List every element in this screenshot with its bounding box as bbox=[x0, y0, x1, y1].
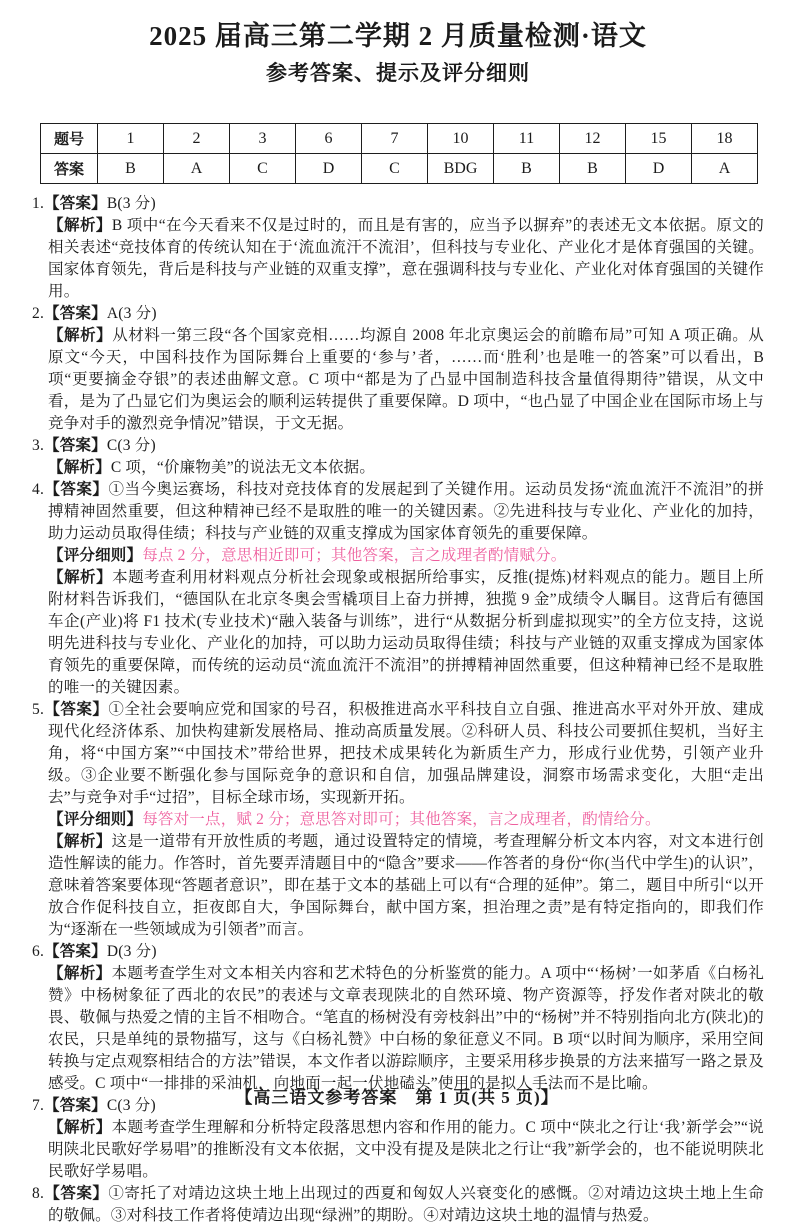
page-subtitle: 参考答案、提示及评分细则 bbox=[266, 61, 530, 85]
question-number-cell: 6 bbox=[296, 124, 362, 154]
question-number-cell: 15 bbox=[626, 124, 692, 154]
item-text: A(3 分) bbox=[106, 305, 157, 322]
item-answer-line bbox=[32, 193, 764, 215]
item-answer-line bbox=[32, 699, 764, 809]
item-number: 8. bbox=[32, 1185, 45, 1202]
answer-item bbox=[32, 435, 764, 479]
item-number: 5. bbox=[32, 701, 45, 718]
answer-item bbox=[32, 941, 764, 1095]
item-section-label: 【答案】 bbox=[44, 701, 109, 718]
item-section-label: 【解析】 bbox=[48, 459, 111, 476]
answer-cell: A bbox=[164, 154, 230, 184]
item-section-label: 【答案】 bbox=[44, 437, 107, 454]
answer-cell: A bbox=[692, 154, 758, 184]
item-text: ①寄托了对靖边这块土地上出现过的西夏和匈奴人兴衰变化的感慨。②对靖边这块土地上生命的敬佩。③对科技工作者将使靖边出现“绿洲”的期盼。④对靖边这块土地的温情与热爱。 bbox=[48, 1185, 764, 1224]
answer-cell: D bbox=[296, 154, 362, 184]
item-text: ①全社会要响应党和国家的号召，积极推进高水平科技自立自强、推进高水平对外开放、建成现代化经济体系、加快构建新发展格局、推动高质量发展。②科研人员、科技公司要抓住契机，当好主角，将“中国方案”“中国技术”带给世界，把技术成果转化为新质生产力，形成行业优势，引领产业升级。③企业要不断强化参与国际竞争的意识和自信，加强品牌建设，洞察市场需求变化，大胆“走出去”与竞争对手“过招”，目标全球市场，实现新开拓。 bbox=[48, 701, 764, 806]
item-section-label: 【解析】 bbox=[48, 327, 113, 344]
answer-item bbox=[32, 193, 764, 303]
item-text: 这是一道带有开放性质的考题，通过设置特定的情境，考查理解分析文本内容，对文本进行创造性解读的能力。作答时，首先要弄清题目中的“隐含”要求——作答者的身份“你(当代中学生)的认识”，意味着答案要体现“答题者意识”，即在基于文本的基础上可以有“合理的延伸”。第二，题目中所引“以开放合作促科技自立，拒夜郎自大，争国际舞台，献中国方案，担治理之责”是有特定指向的，即我们作为“逐渐在一些领域成为引领者”而言。 bbox=[48, 833, 764, 938]
page-title: 2025 届高三第二学期 2 月质量检测·语文 bbox=[149, 21, 647, 51]
item-answer-line bbox=[32, 479, 764, 545]
item-section-label: 【答案】 bbox=[44, 1185, 109, 1202]
item-text: C 项，“价廉物美”的说法无文本依据。 bbox=[110, 459, 376, 476]
item-text: B(3 分) bbox=[106, 195, 156, 212]
answer-cell: B bbox=[98, 154, 164, 184]
answer-table-row bbox=[41, 124, 758, 154]
item-section-label: 【答案】 bbox=[44, 943, 107, 960]
item-text: 本题考查学生对文本相关内容和艺术特色的分析鉴赏的能力。A 项中“‘杨树’一如茅盾《白杨礼赞》中杨树象征了西北的农民”的表述与文章表现陕北的自然环境、物产资源等，抒发作者对陕北的敬畏、敬佩与热爱之情的主旨不相吻合。“笔直的杨树没有旁枝斜出”中的“杨树”并不特别指向北方(陕北)的农民，只是单纯的景物描写，这与《白杨礼赞》中白杨的象征意义不同。B 项“以时间为顺序，采用空间转换与定点观察相结合的方法”错误，本文作者以游踪顺序，主要采用移步换景的方法来描写一路之景及感受。C 项中“一排排的采油机，向地面一起一伏地磕头”使用的是拟人手法而不是比喻。 bbox=[48, 965, 764, 1092]
item-text: C(3 分) bbox=[106, 1097, 156, 1114]
item-number: 1. bbox=[32, 195, 45, 212]
item-text: 本题考查学生理解和分析特定段落思想内容和作用的能力。C 项中“陕北之行让‘我’新学会”“说明陕北民歌好学易唱”的推断没有文本依据，文中没有提及是陕北之行让“我”新学会的，也不能说明陕北民歌好学易唱。 bbox=[48, 1119, 764, 1180]
item-answer-line bbox=[32, 303, 764, 325]
question-number-cell: 3 bbox=[230, 124, 296, 154]
item-section-label: 【解析】 bbox=[48, 569, 113, 586]
answer-item bbox=[32, 479, 764, 699]
item-analysis-line bbox=[48, 215, 764, 303]
answer-cell: D bbox=[626, 154, 692, 184]
item-number: 4. bbox=[32, 481, 45, 498]
answer-item bbox=[32, 1095, 764, 1183]
row-header-cell: 答案 bbox=[41, 154, 98, 184]
answer-table-row bbox=[41, 154, 758, 184]
item-analysis-line bbox=[48, 831, 764, 941]
answer-table-wrap bbox=[40, 123, 758, 184]
item-answer-line bbox=[32, 435, 764, 457]
answer-cell: C bbox=[362, 154, 428, 184]
scoring-rule-text: 每答对一点，赋 2 分；意思答对即可；其他答案，言之成理者，酌情给分。 bbox=[142, 811, 661, 828]
answer-cell: BDG bbox=[428, 154, 494, 184]
item-text: 从材料一第三段“各个国家竞相……均源自 2008 年北京奥运会的前瞻布局”可知 A 项正确。从原文“今天，中国科技作为国际舞台上重要的‘参与’者，……而‘胜利’也是唯一的答案”可以看出，B 项“更要摘金夺银”的表述曲解文意。C 项中“都是为了凸显中国制造科技含量值得期待”错误，从文中看，是为了凸显它们为奥运会的顺利运转提供了重要保障。D 项中，“也凸显了中国企业在国际市场上与竞争对手的激烈竞争情况”错误，于文无据。 bbox=[48, 327, 764, 432]
item-answer-line bbox=[32, 941, 764, 963]
question-number-cell: 1 bbox=[98, 124, 164, 154]
item-analysis-line bbox=[48, 567, 764, 699]
question-number-cell: 18 bbox=[692, 124, 758, 154]
answer-cell: C bbox=[230, 154, 296, 184]
item-section-label: 【解析】 bbox=[48, 965, 112, 982]
item-number: 7. bbox=[32, 1097, 45, 1114]
question-number-cell: 12 bbox=[560, 124, 626, 154]
item-section-label: 【答案】 bbox=[44, 195, 107, 212]
item-analysis-line bbox=[48, 457, 764, 479]
question-number-cell: 2 bbox=[164, 124, 230, 154]
item-analysis-line bbox=[48, 1117, 764, 1183]
item-number: 2. bbox=[32, 305, 45, 322]
item-section-label: 【评分细则】 bbox=[48, 547, 143, 564]
answer-table bbox=[40, 123, 758, 184]
item-text: ①当今奥运赛场，科技对竞技体育的发展起到了关键作用。运动员发扬“流血流汗不流泪”的拼搏精神固然重要，但这种精神已经不是取胜的唯一的关键因素。②先进科技与专业化、产业化的加持，助力运动员取得佳绩；科技与产业链的双重支撑成为国家体育领先的重要保障。 bbox=[48, 481, 764, 542]
item-analysis-line bbox=[48, 325, 764, 435]
item-analysis-line bbox=[48, 545, 764, 567]
page-footer: 【高三语文参考答案 第 1 页(共 5 页)】 bbox=[235, 1088, 559, 1107]
question-number-cell: 7 bbox=[362, 124, 428, 154]
item-section-label: 【答案】 bbox=[44, 1097, 107, 1114]
item-text: B 项中“在今天看来不仅是过时的，而且是有害的，应当予以摒弃”的表述无文本依据。原文的相关表述“竞技体育的传统认知在于‘流血流汗不流泪’，但科技与专业化、产业化才是体育强国的关键。国家体育领先，背后是科技与产业链的双重支撑”，意在强调科技与专业化、产业化对体育强国的关键作用。 bbox=[48, 217, 764, 300]
item-text: C(3 分) bbox=[106, 437, 156, 454]
item-section-label: 【解析】 bbox=[48, 1119, 112, 1136]
item-analysis-line bbox=[48, 809, 764, 831]
row-header-cell: 题号 bbox=[41, 124, 98, 154]
item-section-label: 【评分细则】 bbox=[48, 811, 143, 828]
answer-item bbox=[32, 699, 764, 941]
question-number-cell: 10 bbox=[428, 124, 494, 154]
item-number: 6. bbox=[32, 943, 45, 960]
scoring-rule-text: 每点 2 分，意思相近即可；其他答案，言之成理者酌情赋分。 bbox=[142, 547, 567, 564]
item-analysis-line bbox=[48, 963, 764, 1095]
item-answer-line bbox=[32, 1183, 764, 1227]
answer-cell: B bbox=[560, 154, 626, 184]
item-text: 本题考查利用材料观点分析社会现象或根据所给事实，反推(提炼)材料观点的能力。题目上所附材料告诉我们，“德国队在北京冬奥会雪橇项目上奋力拼搏，独揽 9 金”成绩令人瞩目。这背后有德国车企(产业)将 F1 技术(专业技术)“融入装备与训练”，进行“从数据分析到虚拟现实”的全方位支持，这说明先进科技与专业化、产业化的加持，可以助力运动员取得佳绩；科技与产业链的双重支撑成为国家体育领先的重要保障，而传统的运动员“流血流汗不流泪”的拼搏精神固然重要，但这种精神已经不是取胜的唯一的关键因素。 bbox=[48, 569, 764, 696]
question-number-cell: 11 bbox=[494, 124, 560, 154]
answer-cell: B bbox=[494, 154, 560, 184]
item-text: D(3 分) bbox=[106, 943, 157, 960]
item-section-label: 【答案】 bbox=[44, 481, 109, 498]
item-section-label: 【答案】 bbox=[44, 305, 107, 322]
item-section-label: 【解析】 bbox=[48, 833, 112, 850]
item-number: 3. bbox=[32, 437, 45, 454]
answer-table-body bbox=[41, 124, 758, 184]
answer-items bbox=[32, 193, 764, 1227]
item-section-label: 【解析】 bbox=[48, 217, 112, 234]
answer-item bbox=[32, 1183, 764, 1227]
answer-item bbox=[32, 303, 764, 435]
